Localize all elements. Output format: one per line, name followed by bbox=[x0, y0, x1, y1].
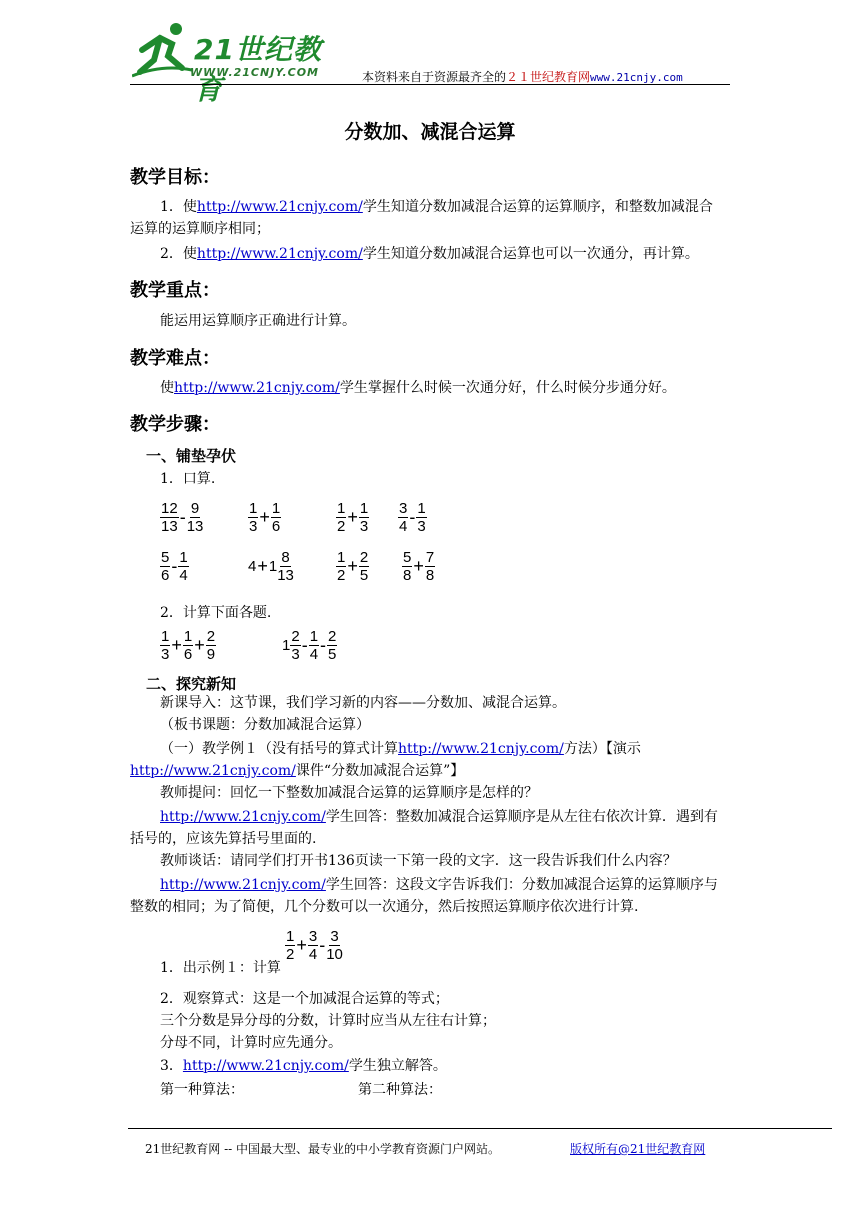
math-expression-mixed: 4+1 $\frac{8}{13}$ bbox=[248, 549, 294, 584]
subheading-explore: 二、探究新知 bbox=[146, 675, 237, 693]
example-label: 1．出示例１：计算 bbox=[160, 960, 281, 976]
brand-name: ２１世纪教育网 bbox=[506, 70, 591, 84]
site-link[interactable]: http://www.21cnjy.com/ bbox=[174, 380, 340, 396]
section-heading-goals: 教学目标： bbox=[130, 167, 220, 188]
paragraph: http://www.21cnjy.com/课件“分数加减混合运算”】 bbox=[130, 763, 465, 779]
subheading-preparation: 一、铺垫孕伏 bbox=[146, 447, 237, 465]
footer-text: 21世纪教育网 -- 中国最大型、最专业的中小学教育资源门户网站。 bbox=[145, 1142, 501, 1156]
header-url[interactable]: www.21cnjy.com bbox=[590, 71, 683, 84]
math-expression-example: $\frac{1}{2}$ + $\frac{3}{4}$ - $\frac{3}{10}$ bbox=[286, 928, 343, 963]
paragraph: http://www.21cnjy.com/学生回答：这段文字告诉我们：分数加减混合运算的运算顺序与 bbox=[160, 877, 718, 893]
math-expression: $\frac{3}{4}$ - $\frac{1}{3}$ bbox=[399, 500, 426, 535]
site-link[interactable]: http://www.21cnjy.com/ bbox=[196, 246, 363, 262]
footer-rule bbox=[128, 1128, 832, 1129]
item-oral-calc: 1．口算. bbox=[160, 471, 216, 487]
logo-text: 21世纪教育 bbox=[194, 33, 322, 106]
section-heading-key: 教学重点： bbox=[130, 280, 220, 301]
header-rule bbox=[130, 84, 730, 85]
item-calculate: 2．计算下面各题. bbox=[160, 605, 272, 621]
footer-copyright-link[interactable]: 版权所有@21世纪教育网 bbox=[570, 1142, 706, 1156]
paragraph: 2．观察算式：这是一个加减混合运算的等式； bbox=[160, 991, 449, 1007]
paragraph: 新课导入：这节课，我们学习新的内容——分数加、减混合运算。 bbox=[160, 695, 566, 711]
paragraph: （板书课题：分数加减混合运算） bbox=[160, 717, 370, 733]
math-expression: $\frac{5}{6}$ - $\frac{1}{4}$ bbox=[161, 549, 188, 584]
site-link[interactable]: http://www.21cnjy.com/ bbox=[130, 763, 296, 779]
logo-url: WWW.21CNJY.COM bbox=[190, 66, 319, 79]
math-expression: $\frac{1}{3}$ + $\frac{1}{6}$ + $\frac{2}{9}$ bbox=[161, 628, 216, 663]
goal-2: 2．使http://www.21cnjy.com/学生知道分数加减混合运算也可以一次通分，再计算。 bbox=[160, 246, 699, 262]
site-link[interactable]: http://www.21cnjy.com/ bbox=[196, 199, 363, 215]
paragraph: 整数的相同；为了简便，几个分数可以一次通分，然后按照运算顺序依次进行计算. bbox=[130, 899, 639, 915]
paragraph: 分母不同，计算时应先通分。 bbox=[160, 1035, 342, 1051]
paragraph: 3．http://www.21cnjy.com/学生独立解答。 bbox=[160, 1058, 447, 1074]
math-expression: $\frac{1}{2}$ + $\frac{2}{5}$ bbox=[337, 549, 369, 584]
section-heading-steps: 教学步骤： bbox=[130, 414, 220, 435]
math-expression: $\frac{12}{13}$ - $\frac{9}{13}$ bbox=[161, 500, 204, 535]
site-logo bbox=[132, 20, 342, 106]
paragraph: （一）教学例１（没有括号的算式计算http://www.21cnjy.com/方法）【演示 bbox=[160, 741, 641, 757]
paragraph: 教师提问：回忆一下整数加减混合运算的运算顺序是怎样的？ bbox=[160, 785, 538, 801]
paragraph: http://www.21cnjy.com/学生回答：整数加减混合运算顺序是从左往右依次计算．遇到有 bbox=[160, 809, 718, 825]
page-title: 分数加、减混合运算 bbox=[344, 121, 516, 143]
site-link[interactable]: http://www.21cnjy.com/ bbox=[160, 809, 326, 825]
math-expression: $\frac{5}{8}$ + $\frac{7}{8}$ bbox=[403, 549, 435, 584]
math-expression: $\frac{1}{2}$ + $\frac{1}{3}$ bbox=[337, 500, 369, 535]
math-expression: $\frac{1}{3}$ + $\frac{1}{6}$ bbox=[249, 500, 281, 535]
site-link[interactable]: http://www.21cnjy.com/ bbox=[182, 1058, 349, 1074]
site-link[interactable]: http://www.21cnjy.com/ bbox=[398, 741, 564, 757]
paragraph: 括号的，应该先算括号里面的. bbox=[130, 831, 317, 847]
paragraph: 三个分数是异分母的分数，计算时应当从左往右计算； bbox=[160, 1013, 496, 1029]
goal-1-line2: 运算的运算顺序相同； bbox=[130, 221, 270, 237]
runner-logo-icon bbox=[132, 20, 192, 78]
goal-1-line1: 1．使http://www.21cnjy.com/学生知道分数加减混合运算的运算顺序，和整数加减混合 bbox=[160, 199, 713, 215]
difficult-point-text: 使http://www.21cnjy.com/学生掌握什么时候一次通分好，什么时候分步通分好。 bbox=[160, 380, 676, 396]
key-point-text: 能运用运算顺序正确进行计算。 bbox=[160, 313, 356, 329]
header-source-line: 本资料来自于资源最齐全的２１世纪教育网www.21cnjy.com bbox=[362, 70, 683, 84]
paragraph: 教师谈话：请同学们打开书136页读一下第一段的文字．这一段告诉我们什么内容？ bbox=[160, 853, 677, 869]
method-2-label: 第二种算法： bbox=[358, 1082, 442, 1098]
site-link[interactable]: http://www.21cnjy.com/ bbox=[160, 877, 326, 893]
method-1-label: 第一种算法： bbox=[160, 1082, 244, 1098]
section-heading-difficult: 教学难点： bbox=[130, 348, 220, 369]
math-expression: 1 $\frac{2}{3}$ - $\frac{1}{4}$ - $\frac{2}{5}$ bbox=[282, 628, 337, 663]
